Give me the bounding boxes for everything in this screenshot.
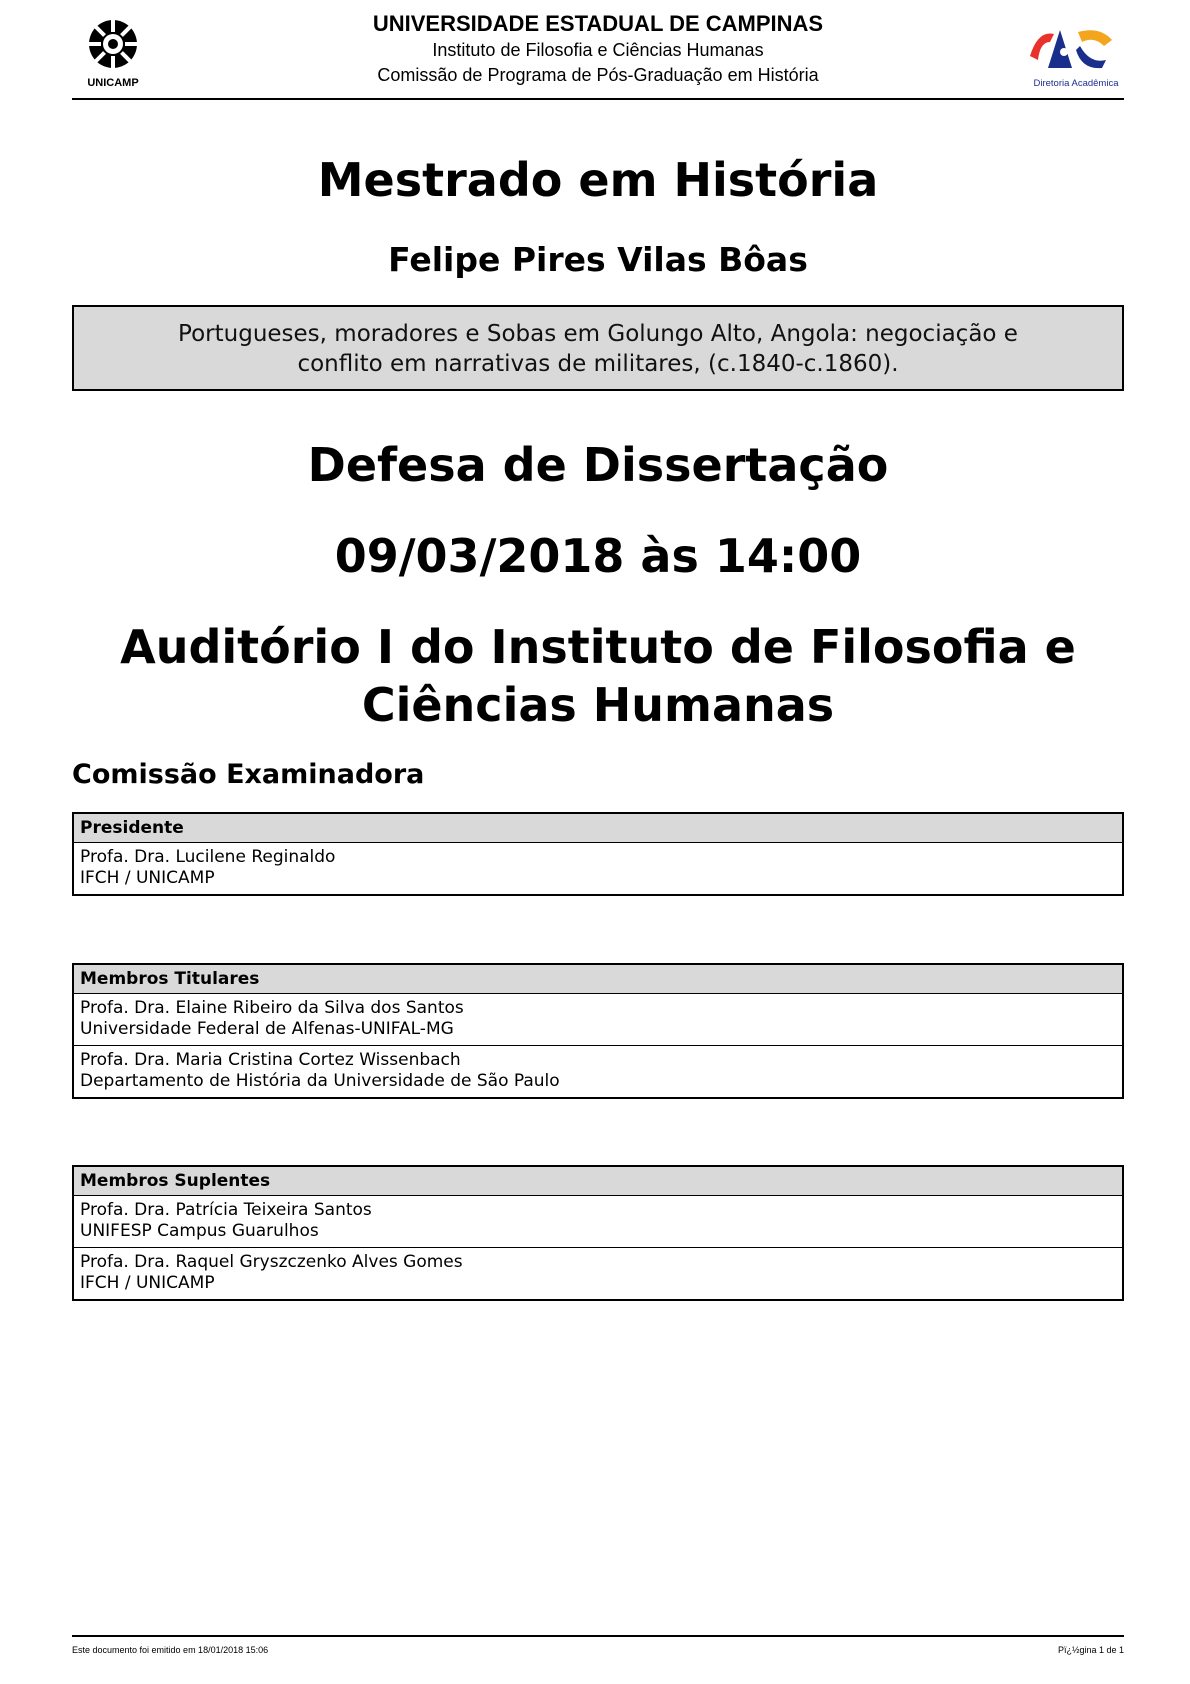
member-name: Profa. Dra. Lucilene Reginaldo bbox=[80, 847, 336, 867]
page-number: Pï¿½gina 1 de 1 bbox=[1057, 1645, 1124, 1655]
member-affiliation: Departamento de História da Universidade de São Paulo bbox=[80, 1071, 560, 1091]
member-affiliation: IFCH / UNICAMP bbox=[80, 1273, 215, 1293]
member-entry bbox=[74, 1248, 1122, 1299]
commission-name: Comissão de Programa de Pós-Graduação em História bbox=[377, 65, 819, 85]
suplentes-panel bbox=[72, 1165, 1124, 1301]
institution-block bbox=[202, 10, 994, 88]
titulares-header: Membros Titulares bbox=[74, 965, 1122, 994]
member-name: Profa. Dra. Patrícia Teixeira Santos bbox=[80, 1200, 372, 1220]
logo-left-label: UNICAMP bbox=[87, 77, 139, 89]
member-entry bbox=[74, 994, 1122, 1046]
institute-name: Instituto de Filosofia e Ciências Humanas bbox=[432, 40, 764, 60]
member-name: Profa. Dra. Raquel Gryszczenko Alves Gomes bbox=[80, 1252, 463, 1272]
president-header: Presidente bbox=[74, 814, 1122, 843]
member-affiliation: IFCH / UNICAMP bbox=[80, 868, 215, 888]
issue-date-note: Este documento foi emitido em 18/01/2018 15:06 bbox=[72, 1645, 269, 1655]
member-entry bbox=[74, 1196, 1122, 1248]
unicamp-logo bbox=[78, 14, 148, 90]
diretoria-emblem-icon bbox=[1020, 20, 1124, 92]
member-name: Profa. Dra. Maria Cristina Cortez Wissenbach bbox=[80, 1050, 461, 1070]
thesis-title: Portugueses, moradores e Sobas em Golungo Alto, Angola: negociação e conflito em narrativas de militares, (c.1840-c.1860). bbox=[178, 321, 1018, 377]
university-name: UNIVERSIDADE ESTADUAL DE CAMPINAS bbox=[372, 11, 824, 36]
logo-right-label: Diretoria Acadêmica bbox=[1033, 78, 1119, 89]
program-title: Mestrado em História bbox=[317, 153, 879, 207]
titulares-panel bbox=[72, 963, 1124, 1099]
document-footer bbox=[72, 1635, 1124, 1655]
thesis-title-box bbox=[72, 305, 1124, 391]
member-entry bbox=[74, 1046, 1122, 1097]
diretoria-academica-logo bbox=[1020, 20, 1124, 92]
member-affiliation: UNIFESP Campus Guarulhos bbox=[80, 1221, 319, 1241]
president-panel bbox=[72, 812, 1124, 896]
suplentes-header: Membros Suplentes bbox=[74, 1167, 1122, 1196]
student-name: Felipe Pires Vilas Bôas bbox=[388, 240, 808, 279]
member-name: Profa. Dra. Elaine Ribeiro da Silva dos Santos bbox=[80, 998, 464, 1018]
member-affiliation: Universidade Federal de Alfenas-UNIFAL-MG bbox=[80, 1019, 454, 1039]
event-datetime: 09/03/2018 às 14:00 bbox=[334, 529, 862, 583]
event-location: Auditório I do Instituto de Filosofia e Ciências Humanas bbox=[120, 620, 1076, 732]
document-header bbox=[72, 8, 1124, 100]
committee-title: Comissão Examinadora bbox=[72, 759, 425, 790]
unicamp-emblem-icon bbox=[78, 14, 148, 90]
event-type: Defesa de Dissertação bbox=[307, 438, 889, 492]
member-entry bbox=[74, 843, 1122, 894]
